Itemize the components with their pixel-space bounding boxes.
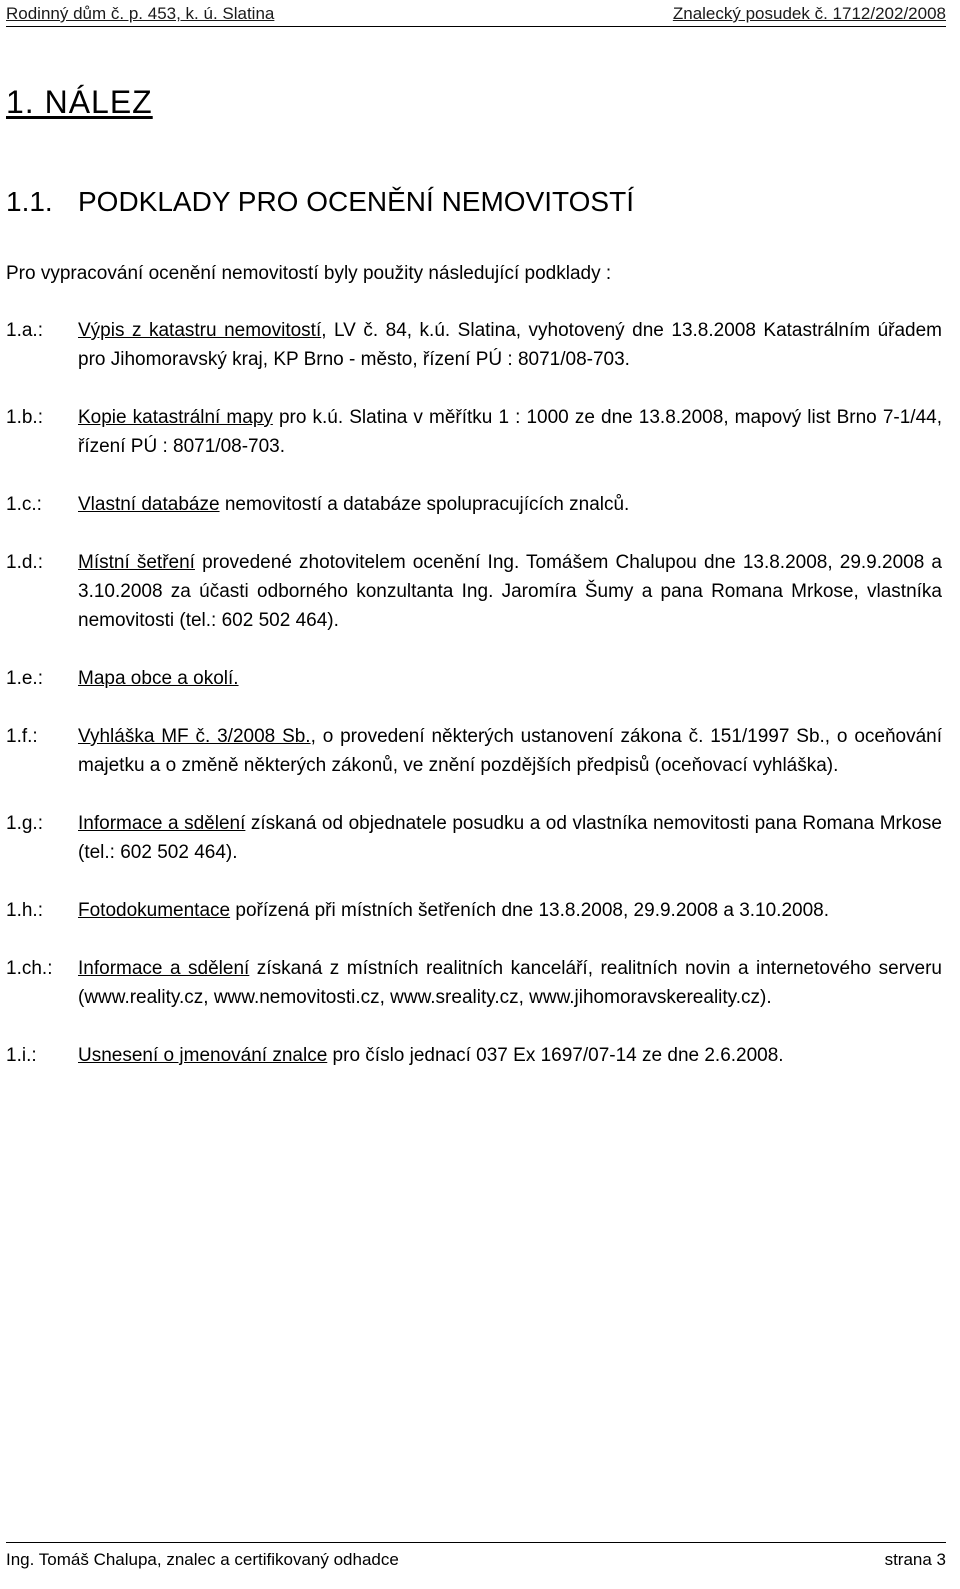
list-item-underlined: Výpis z katastru nemovitostí [78, 320, 322, 341]
list-item-underlined: Vlastní databáze [78, 494, 220, 515]
list-item-underlined: Vyhláška MF č. 3/2008 Sb. [78, 726, 311, 747]
page-number: strana 3 [884, 1550, 946, 1569]
list-item-rest: provedené zhotovitelem ocenění Ing. Tomášem Chalupou dne 13.8.2008, 29.9.2008 a 3.10.2008 za účasti odborného konzultanta Ing. Jaromíra Šumy a pana Romana Mrkose, vlastníka nemovitosti (tel.: 602 502 464). [78, 552, 942, 631]
list-item-underlined: Kopie katastrální mapy [78, 407, 273, 428]
list-item-rest: , o provedení některých ustanovení zákona č. 151/1997 Sb., o oceňování majetku a o změně některých zákonů, ve znění pozdějších předpisů (oceňovací vyhláška). [78, 726, 942, 776]
list-item-underlined: Fotodokumentace [78, 900, 231, 921]
list-item-text [78, 896, 942, 925]
list-item [6, 403, 942, 461]
list-item [6, 954, 942, 1012]
list-item-rest: pořízená při místních šetřeních dne 13.8.2008, 29.9.2008 a 3.10.2008. [230, 900, 830, 921]
list-item-rest: získaná od objednatele posudku a od vlastníka nemovitosti pana Romana Mrkose (tel.: 602 502 464). [78, 813, 943, 863]
list-item [6, 316, 942, 374]
footer-author: Ing. Tomáš Chalupa, znalec a certifikovaný odhadce [6, 1550, 399, 1569]
section-number: 1.1. [6, 186, 53, 217]
chapter-title: 1. NÁLEZ [6, 84, 153, 120]
list-item-label: 1.c.: [6, 494, 42, 515]
list-item-underlined: Informace a sdělení [78, 813, 246, 834]
intro-paragraph: Pro vypracování ocenění nemovitostí byly použity následující podklady : [6, 263, 612, 284]
list-item-label: 1.g.: [6, 813, 43, 834]
list-item-text [78, 664, 942, 693]
header-report-number: Znalecký posudek č. 1712/202/2008 [672, 4, 946, 23]
list-item [6, 548, 942, 635]
list-item-rest: nemovitostí a databáze spolupracujících znalců. [219, 494, 630, 515]
list-item-text [78, 722, 942, 780]
list-item [6, 722, 942, 780]
list-item-label: 1.a.: [6, 320, 43, 341]
section-heading [6, 186, 634, 218]
list-item-rest: pro číslo jednací 037 Ex 1697/07-14 ze dne 2.6.2008. [327, 1045, 784, 1066]
list-item-rest: pro k.ú. Slatina v měřítku 1 : 1000 ze dne 13.8.2008, mapový list Brno 7-1/44, řízení PÚ : 8071/08-703. [78, 407, 942, 457]
list-item-rest: , LV č. 84, k.ú. Slatina, vyhotovený dne 13.8.2008 Katastrálním úřadem pro Jihomoravský kraj, KP Brno - město, řízení PÚ : 8071/08-703. [78, 320, 942, 370]
list-item-text [78, 403, 942, 461]
list-item-label: 1.b.: [6, 407, 43, 428]
list-item-label: 1.h.: [6, 900, 43, 921]
list-item [6, 664, 942, 693]
list-item-text [78, 954, 942, 1012]
list-item-label: 1.e.: [6, 668, 43, 689]
list-item-text [78, 548, 942, 635]
list-item-text [78, 490, 942, 519]
list-item-text [78, 1041, 942, 1070]
page-footer [6, 1542, 946, 1573]
list-item-underlined: Usnesení o jmenování znalce [78, 1045, 328, 1066]
list-item-label: 1.i.: [6, 1045, 37, 1066]
list-item-underlined: Místní šetření [78, 552, 195, 573]
list-item-text [78, 809, 942, 867]
list-item-label: 1.d.: [6, 552, 43, 573]
list-item-underlined: Mapa obce a okolí. [78, 668, 239, 689]
list-item-underlined: Informace a sdělení [78, 958, 250, 979]
list-item-rest: získaná z místních realitních kanceláří, realitních novin a internetového serveru (www.reality.cz, www.nemovitosti.cz, www.sreality.cz, www.jihomoravskereality.cz). [78, 958, 942, 1008]
list-item [6, 809, 942, 867]
sources-list [6, 316, 942, 1099]
list-item-label: 1.ch.: [6, 958, 53, 979]
list-item-label: 1.f.: [6, 726, 38, 747]
page-header [6, 2, 946, 27]
list-item [6, 490, 942, 519]
list-item-text [78, 316, 942, 374]
list-item [6, 896, 942, 925]
list-item [6, 1041, 942, 1070]
section-title: PODKLADY PRO OCENĚNÍ NEMOVITOSTÍ [78, 186, 634, 217]
header-document-subject: Rodinný dům č. p. 453, k. ú. Slatina [6, 4, 275, 23]
